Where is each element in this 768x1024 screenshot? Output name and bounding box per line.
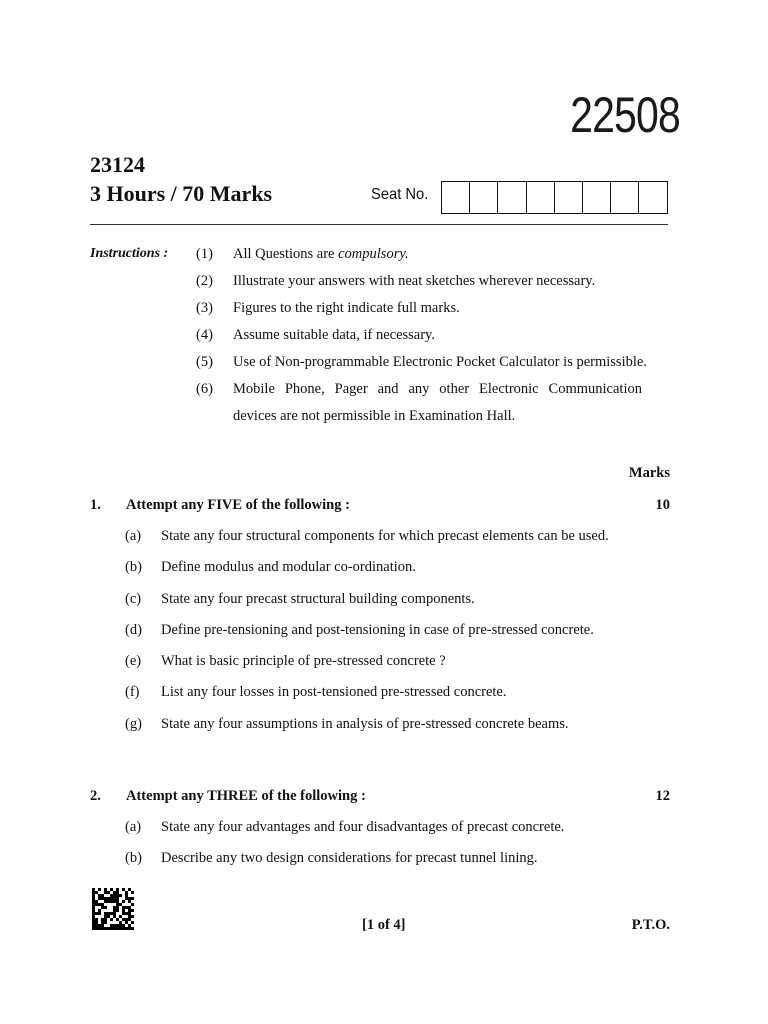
datamatrix-code bbox=[92, 887, 134, 931]
seat-label: Seat No. bbox=[371, 186, 429, 203]
part-text: Define pre-tensioning and post-tensioning in case of pre-stressed concrete. bbox=[161, 622, 594, 638]
instruction-number: (6) bbox=[196, 381, 213, 397]
seat-digit-box[interactable] bbox=[442, 182, 470, 213]
part-text: List any four losses in post-tensioned pre-stressed concrete. bbox=[161, 684, 507, 700]
instruction-text: Figures to the right indicate full marks. bbox=[233, 300, 460, 316]
instruction-text: All Questions are compulsory. bbox=[233, 246, 409, 262]
seat-digit-box[interactable] bbox=[498, 182, 526, 213]
instructions-label: Instructions : bbox=[90, 246, 169, 261]
part-label: (a) bbox=[125, 819, 142, 835]
page-number: [1 of 4] bbox=[362, 917, 406, 933]
part-text: State any four precast structural building components. bbox=[161, 591, 475, 607]
question-title: Attempt any THREE of the following : bbox=[126, 788, 366, 804]
part-text: State any four assumptions in analysis of pre-stressed concrete beams. bbox=[161, 716, 569, 732]
instruction-text: Assume suitable data, if necessary. bbox=[233, 327, 435, 343]
paper-code: 22508 bbox=[570, 87, 680, 143]
part-label: (b) bbox=[125, 559, 142, 575]
question-title: Attempt any FIVE of the following : bbox=[126, 497, 350, 513]
seat-digit-box[interactable] bbox=[583, 182, 611, 213]
instruction-text: Mobile Phone, Pager and any other Electronic Communication bbox=[233, 381, 642, 397]
part-label: (a) bbox=[125, 528, 142, 544]
question-number: 1. bbox=[90, 497, 101, 513]
instruction-number: (3) bbox=[196, 300, 213, 316]
seat-digit-box[interactable] bbox=[555, 182, 583, 213]
seat-digit-box[interactable] bbox=[639, 182, 667, 213]
instruction-number: (1) bbox=[196, 246, 213, 262]
seat-digit-box[interactable] bbox=[470, 182, 498, 213]
instruction-number: (4) bbox=[196, 327, 213, 343]
instruction-text: devices are not permissible in Examination Hall. bbox=[233, 408, 516, 424]
question-number: 2. bbox=[90, 788, 101, 804]
part-label: (d) bbox=[125, 622, 142, 638]
seat-number-boxes[interactable] bbox=[441, 181, 668, 214]
part-text: State any four advantages and four disadvantages of precast concrete. bbox=[161, 819, 565, 835]
instruction-text: Use of Non-programmable Electronic Pocket Calculator is permissible. bbox=[233, 354, 647, 370]
part-text: Describe any two design considerations for precast tunnel lining. bbox=[161, 850, 538, 866]
part-label: (f) bbox=[125, 684, 140, 700]
part-text: State any four structural components for which precast elements can be used. bbox=[161, 528, 609, 544]
part-text: Define modulus and modular co-ordination. bbox=[161, 559, 416, 575]
pto-label: P.T.O. bbox=[631, 917, 670, 933]
seat-digit-box[interactable] bbox=[527, 182, 555, 213]
marks-header: Marks bbox=[628, 465, 670, 481]
part-label: (b) bbox=[125, 850, 142, 866]
part-label: (e) bbox=[125, 653, 142, 669]
part-text: What is basic principle of pre-stressed concrete ? bbox=[161, 653, 446, 669]
question-marks: 12 bbox=[655, 788, 670, 804]
duration-marks: 3 Hours / 70 Marks bbox=[90, 181, 273, 206]
header-divider bbox=[90, 224, 668, 225]
question-marks: 10 bbox=[655, 497, 670, 513]
part-label: (c) bbox=[125, 591, 142, 607]
instruction-text: Illustrate your answers with neat sketches wherever necessary. bbox=[233, 273, 596, 289]
seat-digit-box[interactable] bbox=[611, 182, 639, 213]
instruction-number: (2) bbox=[196, 273, 213, 289]
part-label: (g) bbox=[125, 716, 142, 732]
exam-code: 23124 bbox=[90, 152, 145, 177]
instruction-number: (5) bbox=[196, 354, 213, 370]
